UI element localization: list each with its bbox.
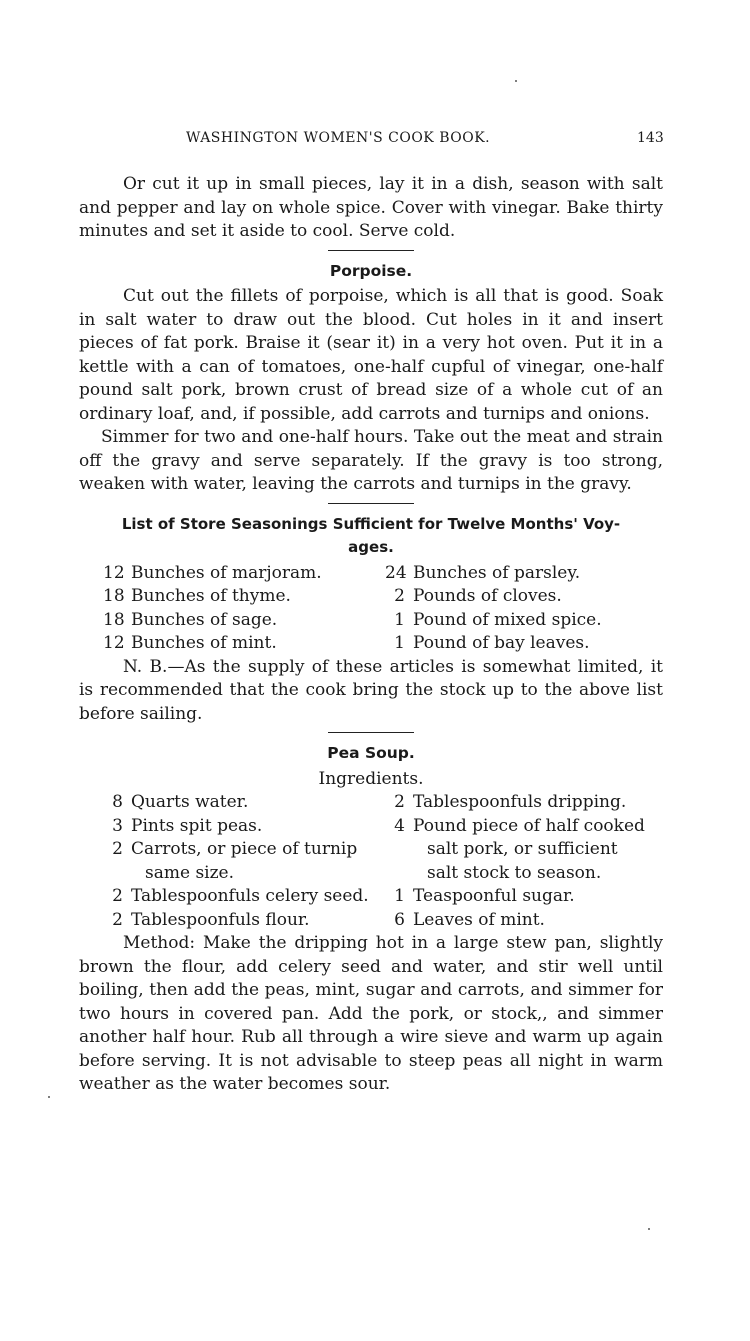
seasonings-list (103, 562, 663, 656)
section-divider (328, 732, 414, 733)
section-divider (328, 503, 414, 504)
list-row: 18 Bunches of thyme. 2 Pounds of cloves. (103, 586, 562, 606)
intro-paragraph: Or cut it up in small pieces, lay it in a dish, season with salt and pepper and lay on whole spice. Cover with vinegar. Bake thirty minutes and set it aside to cool. Serve cold. (79, 174, 663, 241)
ingredient-row: 3 Pints spit peas. 4 Pound piece of half cooked (112, 815, 645, 836)
list-row: 12 Bunches of marjoram. 24 Bunches of parsley. (103, 562, 581, 583)
ingredients-subheading: Ingredients. (318, 768, 424, 789)
print-speck (515, 80, 517, 82)
ingredient-row: 2 Tablespoonfuls flour. 6 Leaves of mint. (112, 909, 545, 930)
seasonings-heading-line2: ages. (348, 537, 394, 556)
list-row: 12 Bunches of mint. 1 Pound of bay leaves. (103, 633, 590, 653)
pea-soup-heading: Pea Soup. (327, 744, 415, 762)
running-title: WASHINGTON WOMEN'S COOK BOOK. (186, 130, 491, 146)
ingredient-row: 8 Quarts water. 2 Tablespoonfuls dripping. (112, 792, 627, 812)
porpoise-paragraph-2: Simmer for two and one-half hours. Take out the meat and strain off the gravy and serve separately. If the gravy is too strong, weaken with water, leaving the carrots and turnips in the gravy. (79, 427, 663, 494)
list-row: 18 Bunches of sage. 1 Pound of mixed spice. (103, 609, 602, 630)
page-number: 143 (637, 130, 664, 146)
method-paragraph: Method: Make the dripping hot in a large stew pan, slightly brown the flour, add celery seed and water, and stir well until boiling, then add the peas, mint, sugar and carrots, and simmer for two hours in covered pan. Add the pork, or stock,, and simmer another half hour. Rub all through a wire sieve and warm up again before serving. It is not advisable to steep peas all night in warm weather as the water becomes sour. (79, 933, 663, 1094)
section-divider (328, 250, 414, 251)
running-header (0, 130, 750, 154)
porpoise-paragraph-1: Cut out the fillets of porpoise, which is all that is good. Soak in salt water to draw out the blood. Cut holes in it and insert pieces of fat pork. Braise it (sear it) in a very hot oven. Put it in a kettle with a can of tomatoes, one-half cupful of vinegar, one-half pound salt pork, brown crust of bread size of a whole cut of an ordinary loaf, and, if possible, add carrots and turnips and onions. (79, 286, 663, 424)
page-body (79, 173, 663, 1097)
seasonings-heading (79, 513, 663, 559)
ingredients-list (103, 791, 663, 932)
ingredient-row: same size. salt stock to season. (145, 862, 602, 883)
ingredient-row: 2 Tablespoonfuls celery seed. 1 Teaspoonful sugar. (112, 886, 575, 906)
seasonings-note: N. B.—As the supply of these articles is somewhat limited, it is recommended that the cook bring the stock up to the above list before sailing. (79, 656, 663, 724)
print-speck (648, 1228, 650, 1230)
print-speck (48, 1096, 50, 1098)
seasonings-heading-line1: List of Store Seasonings Sufficient for Twelve Months' Voy- (121, 514, 621, 533)
porpoise-heading: Porpoise. (329, 261, 413, 280)
ingredient-row: 2 Carrots, or piece of turnip salt pork, or sufficient (112, 839, 618, 859)
